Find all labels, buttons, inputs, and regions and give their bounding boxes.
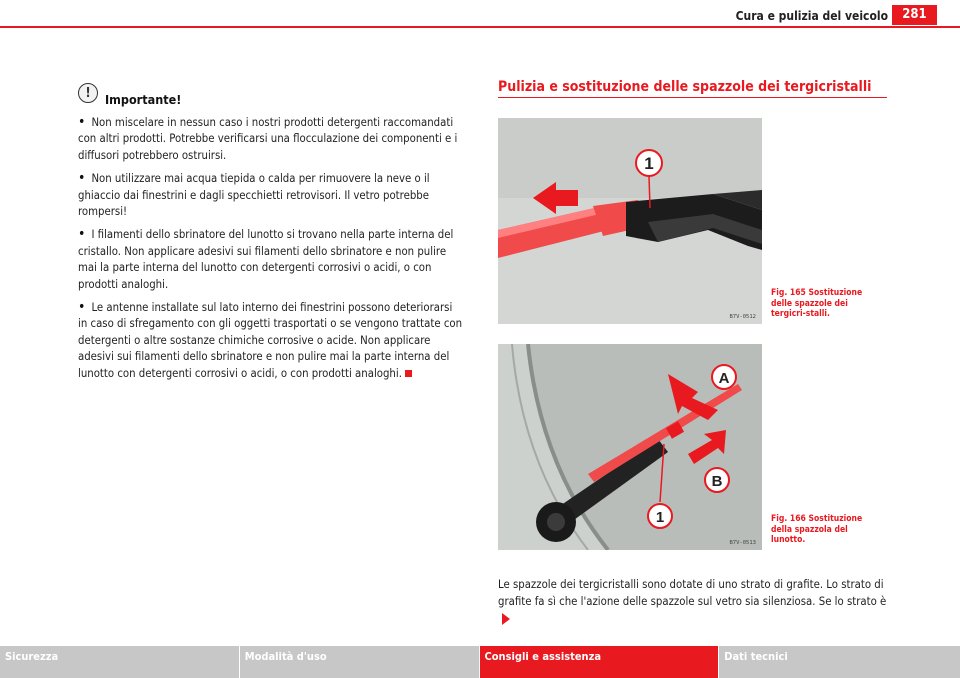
chapter-title: Cura e pulizia del veicolo	[735, 9, 888, 23]
bullet-dot-icon: •	[78, 170, 86, 187]
bullet-text: Non utilizzare mai acqua tiepida o calda per rimuovere la neve o il ghiaccio dai finestrini e dagli specchietti retrovisori. Il vetro potrebbe rompersi!	[78, 172, 430, 219]
figure-rear-wiper	[498, 344, 762, 550]
body-text: Le spazzole dei tergicristalli sono dotate di uno strato di grafite. Lo strato di grafite fa sì che l'azione delle spazzole sul vetro sia silenziosa. Se lo strato è	[498, 578, 887, 608]
important-notice	[78, 86, 464, 382]
bullet-item	[78, 114, 464, 164]
bullet-dot-icon: •	[78, 226, 86, 243]
rear-wiper-illustration	[498, 344, 762, 550]
tab-consigli-assistenza[interactable]: Consigli e assistenza	[480, 646, 719, 678]
wiper-blade-illustration	[498, 118, 762, 324]
callout-label: 1	[655, 509, 665, 526]
exclamation-icon: !	[78, 83, 98, 103]
figure-caption: Fig. 165 Sostituzione delle spazzole dei tergicri-stalli.	[771, 288, 863, 319]
bullet-item	[78, 170, 464, 220]
body-paragraph	[498, 576, 888, 627]
figure-wiper-blade	[498, 118, 762, 324]
tab-modalita-uso[interactable]: Modalità d'uso	[240, 646, 479, 678]
footer-nav	[0, 646, 960, 678]
bullet-text: Non miscelare in nessun caso i nostri prodotti detergenti raccomandati con altri prodotti. Potrebbe verificarsi una flocculazione dei componenti e i diffusori potrebbero ostruirsi.	[78, 116, 458, 162]
bullet-text: Le antenne installate sul lato interno dei finestrini possono deteriorarsi in caso di sfregamento con gli oggetti trasportati o se vengono trattate con detergenti o altre sostanze chimiche corrosive o acide. Non applicare adesivi sui filamenti dello sbrinatore e non pulire mai la parte interna del lunotto con detergenti corrosivi o acidi, o con prodotti analoghi.	[78, 301, 463, 380]
callout-label: 1	[644, 154, 654, 173]
tab-dati-tecnici[interactable]: Dati tecnici	[719, 646, 960, 678]
important-label: Importante!	[105, 91, 182, 107]
bullet-dot-icon: •	[78, 114, 86, 130]
callout-label: B	[711, 473, 723, 490]
section-rule	[498, 97, 887, 98]
figure-code: B7V-0513	[729, 540, 756, 546]
bullet-item	[78, 299, 464, 382]
tab-sicurezza[interactable]: Sicurezza	[0, 646, 239, 678]
section-title: Pulizia e sostituzione delle spazzole dei tergicristalli	[498, 79, 872, 95]
page-header	[0, 0, 960, 30]
figure-code: B7V-0512	[729, 314, 756, 320]
figure-caption: Fig. 166 Sostituzione della spazzola del lunotto.	[771, 514, 863, 545]
important-heading	[78, 86, 464, 108]
header-rule	[0, 26, 960, 28]
bullet-item	[78, 226, 464, 293]
page-number: 281	[892, 5, 937, 25]
continue-arrow-icon	[502, 613, 510, 625]
bullet-dot-icon: •	[78, 299, 86, 316]
callout-label: A	[718, 370, 730, 387]
end-of-section-icon	[405, 370, 412, 377]
bullet-text: I filamenti dello sbrinatore del lunotto si trovano nella parte interna del cristallo. Non applicare adesivi sui filamenti dello sbrinatore e non pulire mai la parte interna del lunotto con detergenti corrosivi o acidi, o con prodotti analoghi.	[78, 228, 454, 291]
